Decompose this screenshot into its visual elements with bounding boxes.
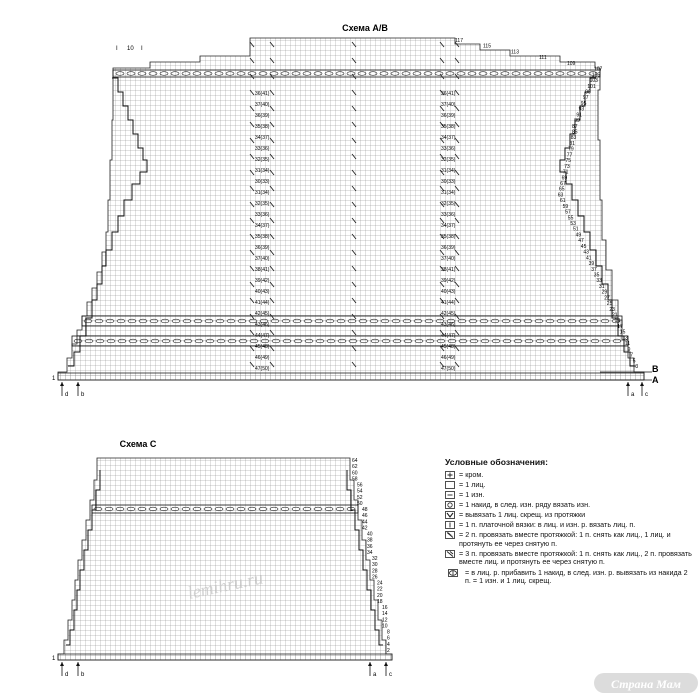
row-number: 47 [578, 238, 584, 245]
row-number: 79 [568, 146, 574, 153]
row-number: 12 [382, 617, 388, 624]
row-number: 16 [382, 605, 388, 612]
size-label: 42(45) [441, 311, 456, 317]
size-label: 43(46) [255, 322, 270, 328]
size-label: 33(36) [255, 146, 270, 152]
size-label: 32(35) [255, 157, 270, 163]
size-label: 45(48) [255, 344, 270, 350]
row-number: 6 [387, 635, 390, 642]
legend-item [445, 501, 695, 510]
row-number: 53 [570, 221, 576, 227]
row-number: 95 [580, 100, 587, 107]
row-number: 43 [583, 249, 589, 256]
legend-item-text: = 3 п. провязать вместе протяжкой: 1 п. снять как лиц., 2 п. провязать вместе лиц. и протянуть ее через снятую п. [459, 548, 692, 567]
size-label: 36(39) [255, 245, 270, 251]
row-number: 91 [576, 112, 582, 119]
row-number: 81 [569, 140, 575, 147]
row-number: 83 [570, 135, 577, 142]
row-number: 24 [377, 580, 383, 587]
row-number: 20 [377, 592, 383, 599]
row-number: 38 [367, 537, 373, 544]
size-label: 43(46) [441, 322, 456, 328]
row-number: 37 [591, 266, 597, 273]
row-number: 67 [560, 181, 566, 187]
row-number: 7 [630, 352, 633, 359]
row-number: 61 [560, 198, 566, 205]
increase-icon [445, 569, 461, 577]
size-label: 47(50) [255, 366, 270, 372]
row-number: 44 [362, 519, 368, 526]
row-number: 22 [377, 586, 383, 593]
size-label: 32(35) [441, 201, 456, 207]
size-label: 34(37) [255, 223, 270, 229]
size-label: 40(43) [441, 289, 456, 295]
size-label: 41(44) [255, 300, 270, 306]
knit-together-icon [445, 511, 455, 519]
edge-stitch-icon [445, 471, 455, 479]
scheme-ab-row-one: 1 [52, 376, 56, 382]
size-label: 36(41) [255, 91, 270, 97]
row-number: 23 [609, 306, 615, 313]
size-label: 44(47) [255, 333, 270, 339]
row-number: 89 [574, 118, 580, 125]
size-label: 42(45) [255, 311, 270, 317]
row-number: 11 [625, 341, 631, 348]
row-number: 8 [387, 629, 390, 636]
legend-item-text: = 1 изн. [459, 489, 485, 499]
row-number: 63 [557, 192, 564, 199]
row-number: 4 [387, 641, 390, 648]
row-number: 34 [367, 549, 373, 556]
row-number: 97 [583, 95, 589, 102]
row-number: 19 [614, 318, 621, 325]
size-label: 32(35) [255, 201, 270, 207]
svg-text:Страна Мам: Страна Мам [611, 677, 681, 691]
row-number: 65 [559, 186, 565, 193]
row-number: 29 [601, 289, 608, 296]
svg-text:10: 10 [127, 46, 134, 52]
row-number: 117 [455, 38, 463, 44]
row-number: 58 [352, 476, 358, 483]
row-number: 15 [619, 329, 626, 336]
legend-item-text: = 1 п. платочной вязки: в лиц. и изн. р. вязать лиц. п. [459, 520, 636, 530]
row-number: 60 [352, 470, 358, 477]
marker-c-arrow-icon [640, 382, 644, 396]
row-number: 13 [622, 335, 628, 342]
size-label: 34(37) [441, 223, 456, 229]
row-number: 103 [589, 78, 598, 84]
size-label: 36(41) [441, 91, 456, 97]
size-label: 41(44) [441, 300, 456, 306]
row-number: 77 [566, 152, 573, 159]
size-label: 44(47) [441, 333, 456, 339]
marker-a-arrow-icon [368, 662, 372, 676]
size-label: 38(41) [255, 267, 270, 273]
marker-d-arrow-icon [60, 382, 64, 396]
row-number: 69 [561, 175, 568, 182]
row-number: 35 [593, 272, 600, 279]
scheme-c-bottom-markers [60, 662, 392, 678]
scheme-c [52, 439, 392, 678]
legend-item [445, 511, 695, 520]
row-number: 14 [382, 611, 388, 618]
legend-item-text: = в лиц. р. прибавить 1 накид, в след. изн. р. вывязать из накида 2 п. = 1 изн. и 1 лиц. скрещ. [465, 567, 688, 586]
row-number: 40 [367, 531, 373, 538]
row-number: 10 [382, 623, 388, 630]
yarn-over-icon [445, 501, 455, 509]
size-label: 37(40) [255, 256, 270, 262]
scheme-c-bottom-ruler [58, 654, 392, 660]
legend-item [445, 481, 695, 490]
legend-item-text: = 2 п. провязать вместе протяжкой: 1 п. снять как лиц., 1 лиц. и протянуть ее через снятую п. [459, 530, 671, 548]
marker-b-arrow-icon [76, 382, 80, 396]
legend-item-text: = вывязать 1 лиц. скрещ. из протяжки [459, 509, 586, 519]
legend [445, 458, 695, 587]
purl-stitch-icon [445, 491, 455, 499]
row-number: 52 [357, 494, 363, 501]
legend-item-text: = кром. [459, 469, 484, 479]
row-number: 27 [604, 295, 610, 302]
row-number: 45 [580, 243, 587, 250]
knit-stitch-icon [445, 481, 455, 489]
scheme-ab [52, 23, 659, 398]
row-number: 42 [362, 525, 368, 532]
row-number: 111 [539, 55, 547, 62]
row-number: 113 [511, 49, 519, 56]
scheme-c-title: Схема С [119, 439, 157, 449]
size-label: 31(34) [441, 190, 456, 196]
row-number: 36 [367, 543, 373, 550]
scheme-ab-bottom-markers [60, 382, 648, 398]
marker-b-label: b [81, 672, 85, 678]
legend-item [445, 531, 695, 548]
size-label: 39(42) [441, 278, 456, 284]
size-label: 39(42) [255, 278, 270, 284]
size-label: 36(39) [441, 113, 456, 119]
svg-text:I: I [141, 46, 143, 52]
sk2p-icon [445, 550, 455, 558]
legend-item-text: = 1 лиц. [459, 479, 486, 489]
marker-b-arrow-icon [76, 662, 80, 676]
line-b-label: B [652, 364, 659, 374]
size-label: 38(41) [441, 267, 456, 273]
row-number: 71 [562, 169, 569, 176]
size-label: 31(34) [255, 190, 270, 196]
row-number: 18 [377, 599, 383, 605]
size-label: 31(34) [441, 168, 456, 174]
row-number: 46 [362, 513, 368, 520]
legend-title: Условные обозначения: [445, 457, 548, 467]
row-number: 75 [565, 158, 572, 165]
row-number: 48 [362, 507, 368, 513]
size-label: 37(40) [441, 102, 456, 108]
marker-c-label: c [645, 392, 648, 398]
size-label: 46(49) [255, 355, 270, 361]
marker-d-label: d [65, 392, 69, 398]
row-number: 115 [483, 43, 491, 50]
legend-item [445, 471, 695, 480]
row-number: 51 [573, 226, 579, 233]
marker-a-label: a [631, 392, 635, 398]
size-label: 33(36) [255, 212, 270, 218]
row-number: 105 [591, 72, 601, 79]
row-number: 85 [572, 129, 578, 136]
marker-a-label: a [373, 672, 377, 678]
ssk-icon [445, 531, 455, 539]
row-number: 9 [627, 346, 631, 353]
row-number: 5 [632, 358, 636, 365]
size-label: 31(34) [255, 168, 270, 174]
row-number: 33 [596, 278, 602, 285]
row-number: 62 [352, 464, 358, 471]
row-number: 2 [387, 648, 390, 654]
size-label: 37(40) [441, 256, 456, 262]
row-number: 50 [357, 500, 363, 507]
row-number: 57 [565, 209, 571, 216]
row-number: 3 [635, 364, 639, 370]
row-number: 54 [357, 488, 363, 495]
marker-c-arrow-icon [384, 662, 388, 676]
watermark: lemihru.ru [185, 567, 265, 603]
legend-item-text: = 1 накид, в след. изн. ряду вязать изн. [459, 499, 591, 509]
size-label: 33(36) [441, 146, 456, 152]
size-label: 30(33) [255, 179, 270, 185]
site-logo [594, 673, 698, 693]
size-label: 35(38) [441, 234, 456, 240]
size-label: 33(36) [441, 212, 456, 218]
row-number: 17 [617, 324, 623, 330]
row-number: 30 [372, 562, 378, 569]
size-label: 45(48) [441, 344, 456, 350]
row-number: 25 [606, 301, 613, 308]
row-number: 21 [612, 312, 618, 319]
row-number: 109 [567, 60, 576, 67]
row-number: 101 [587, 83, 596, 90]
row-number: 49 [575, 232, 582, 239]
size-label: 37(40) [255, 102, 270, 108]
size-label: 35(38) [255, 124, 270, 130]
row-number: 56 [357, 482, 363, 489]
row-number: 31 [599, 283, 605, 290]
row-number: 41 [586, 255, 592, 262]
legend-item [445, 491, 695, 500]
row-number: 28 [372, 568, 378, 575]
size-label: 35(38) [441, 124, 456, 130]
legend-item [445, 550, 695, 567]
scheme-c-grid [58, 458, 392, 660]
scheme-c-row-one: 1 [52, 656, 56, 662]
scheme-ab-bottom-ruler [58, 373, 644, 380]
marker-a-arrow-icon [626, 382, 630, 396]
row-number: 55 [567, 215, 574, 222]
row-number: 59 [562, 203, 569, 210]
size-label: 46(49) [441, 355, 456, 361]
row-number: 73 [564, 163, 570, 170]
marker-d-label: d [65, 672, 69, 678]
scheme-ab-grid [58, 38, 644, 380]
marker-c-label: c [389, 672, 392, 678]
legend-item [445, 569, 695, 586]
scheme-ab-top-labels [116, 46, 143, 52]
row-number: 32 [372, 556, 378, 563]
marker-d-arrow-icon [60, 662, 64, 676]
line-a-label: A [652, 375, 659, 385]
garter-stitch-icon [445, 521, 455, 529]
row-number: 99 [585, 89, 591, 96]
size-label: 32(35) [441, 157, 456, 163]
size-label: 34(37) [255, 135, 270, 141]
row-number: 64 [352, 458, 358, 464]
marker-b-label: b [81, 392, 85, 398]
size-label: 35(38) [255, 234, 270, 240]
row-number: 93 [578, 106, 585, 113]
row-number: 39 [588, 261, 595, 268]
legend-item [445, 521, 695, 530]
size-label: 36(39) [255, 113, 270, 119]
row-number: 87 [572, 123, 578, 130]
row-number: 26 [372, 574, 378, 581]
size-label: 40(43) [255, 289, 270, 295]
size-label: 47(50) [441, 366, 456, 372]
size-label: 30(33) [441, 179, 456, 185]
size-label: 34(37) [441, 135, 456, 141]
row-number: 107 [594, 66, 603, 73]
scheme-ab-title: Схема А/В [342, 23, 388, 33]
size-label: 36(39) [441, 245, 456, 251]
svg-text:I: I [116, 46, 118, 52]
